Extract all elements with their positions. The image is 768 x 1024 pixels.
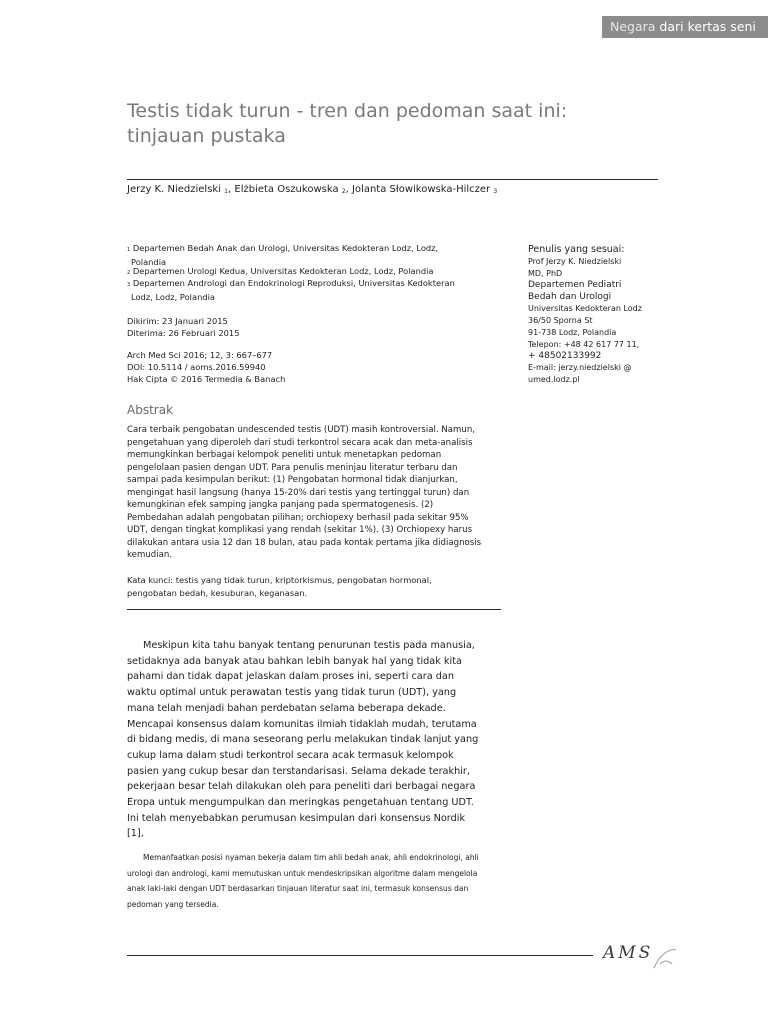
- body-line: Eropa untuk mengumpulkan dan meringkas pengetahuan tentang UDT.: [127, 797, 474, 809]
- section-tag-part2: dari kertas seni: [659, 19, 756, 34]
- body-line-text: Meskipun kita tahu banyak tentang penurunan testis pada manusia,: [143, 640, 475, 651]
- corresponding-dept: Bedah dan Urologi: [528, 292, 612, 303]
- body-line: di bidang medis, di mana seseorang perlu melakukan tindak lanjut yang: [127, 734, 479, 746]
- doi: DOI: 10.5114 / aoms.2016.59940: [127, 362, 266, 372]
- corresponding-name: Prof Jerzy K. Niedzielski: [528, 257, 622, 266]
- affiliation-text: Departemen Bedah Anak dan Urologi, Universitas Kedokteran Lodz, Lodz,: [132, 243, 439, 253]
- author-sep: ,: [345, 184, 349, 195]
- corresponding-city: 91-738 Lodz, Polandia: [528, 327, 617, 337]
- corresponding-email: E-mail: jerzy.niedzielski @: [528, 363, 632, 373]
- abstract-line: UDT, dengan tingkat komplikasi yang rendah (sekitar 1%). (3) Orchiopexy harus: [127, 525, 473, 536]
- keywords-line: pengobatan bedah, kesuburan, keganasan.: [127, 587, 308, 598]
- copyright: Hak Cipta © 2016 Termedia & Banach: [127, 374, 286, 384]
- author-affil-num: 3: [493, 188, 498, 195]
- note-line: pedoman yang tersedia.: [127, 899, 219, 909]
- author-name: Jolanta Słowikowska-Hilczer: [351, 184, 491, 195]
- body-line: [1],: [127, 828, 144, 840]
- affiliation-cont: Lodz, Lodz, Polandia: [131, 292, 215, 302]
- date-accepted: Diterima: 26 Februari 2015: [127, 328, 240, 338]
- corresponding-author: [528, 243, 658, 386]
- abstract-line: kemungkinan efek samping jangka panjang pada spermatogenesis. (2): [127, 500, 434, 511]
- keywords: [127, 574, 499, 599]
- intro-note: [127, 850, 501, 912]
- body-line: pasien yang cukup besar dan terstandarisasi. Selama dekade terakhir,: [127, 765, 470, 777]
- corresponding-phone: Telepon: +48 42 617 77 11,: [528, 339, 640, 349]
- journal-citation: Arch Med Sci 2016; 12, 3: 667–677: [127, 350, 273, 360]
- abstract-heading: Abstrak: [127, 403, 174, 417]
- affiliation-cont: Polandia: [131, 257, 167, 267]
- section-tag: [602, 16, 768, 38]
- note-line: urologi dan andrologi, kami memutuskan untuk mendeskripsikan algoritme dalam mengelola: [127, 868, 478, 878]
- logo-flourish-icon: [650, 944, 680, 974]
- affiliation-num: 2: [127, 270, 131, 276]
- abstract-line: dilakukan antara usia 12 dan 18 bulan, atau pada kontak pertama jika didiagnosis: [127, 537, 482, 548]
- corresponding-email: umed.lodz.pl: [528, 374, 580, 384]
- corresponding-street: 36/50 Sporna St: [528, 316, 593, 326]
- body-line: pahami dan tidak dapat jelaskan dalam proses ini, seperti cara dan: [127, 671, 454, 683]
- body-line: [127, 638, 501, 654]
- abstract-line: memungkinkan berbagai kelompok peneliti untuk menetapkan pedoman: [127, 450, 442, 461]
- footer-rule: [127, 955, 593, 956]
- corresponding-degree: MD, PhD: [528, 268, 563, 278]
- abstract-line: mengingat hasil langsung (hanya 15-20% dari testis yang tertinggal turun) dan: [127, 487, 470, 498]
- body-line: pekerjaan besar telah dilakukan oleh para peneliti dari berbagai negara: [127, 781, 476, 793]
- abstract-line: Cara terbaik pengobatan undescended testis (UDT) masih kontroversial. Namun,: [127, 425, 476, 435]
- affiliation-text: Departemen Urologi Kedua, Universitas Kedokteran Lodz, Lodz, Polandia: [132, 266, 434, 276]
- author-name: Elżbieta Oszukowska: [234, 184, 339, 195]
- abstract-line: Pembedahan adalah pengobatan pilihan; orchiopexy berhasil pada sekitar 95%: [127, 512, 469, 523]
- abstract-line: pengelolaan pasien dengan UDT. Para penulis meninjau literatur terbaru dan: [127, 462, 458, 473]
- affiliation-3: [127, 277, 477, 303]
- body-text: [127, 638, 501, 842]
- author-sep: ,: [228, 184, 232, 195]
- corresponding-heading: Penulis yang sesuai:: [528, 244, 625, 255]
- author-affil-num: 2: [341, 188, 346, 195]
- note-line: [127, 850, 501, 866]
- affiliation-num: 1: [127, 247, 131, 253]
- corresponding-phone2: + 48502133992: [528, 351, 602, 362]
- abstract-line: sampai pada kesimpulan berikut: (1) Pengobatan hormonal tidak dianjurkan,: [127, 475, 458, 486]
- body-line: mana telah menjadi bahan perdebatan selama beberapa dekade.: [127, 702, 446, 714]
- body-line: Ini telah menyebabkan perumusan kesimpulan dari konsensus Nordik: [127, 812, 466, 824]
- author-list: [127, 184, 497, 195]
- abstract-rule: [127, 609, 501, 610]
- submission-dates: [127, 315, 239, 339]
- note-line-text: Memanfaatkan posisi nyaman bekerja dalam tim ahli bedah anak, ahli endokrinologi, ahli: [143, 853, 479, 862]
- note-line: anak laki-laki dengan UDT berdasarkan tinjauan literatur saat ini, termasuk konsensus dan: [127, 884, 469, 893]
- abstract-line: pengetahuan yang diperoleh dari studi terkontrol secara acak dan meta-analisis: [127, 437, 473, 448]
- paper-title: Testis tidak turun - tren dan pedoman saat ini: tinjauan pustaka: [127, 100, 568, 147]
- corresponding-dept: Departemen Pediatri: [528, 280, 622, 291]
- affiliation-num: 3: [127, 282, 131, 288]
- title-rule: [127, 179, 658, 180]
- corresponding-univ: Universitas Kedokteran Lodz: [528, 304, 642, 314]
- author-name: Jerzy K. Niedzielski: [127, 184, 221, 195]
- abstract-line: kemudian.: [127, 550, 173, 561]
- journal-logo: AMS: [603, 943, 654, 963]
- section-tag-part1: Negara: [610, 19, 656, 34]
- date-submitted: Dikirim: 23 Januari 2015: [127, 316, 228, 326]
- body-line: waktu optimal untuk perawatan testis yang tidak turun (UDT), yang: [127, 687, 457, 699]
- author-affil-num: 1: [224, 188, 228, 195]
- keywords-line: Kata kunci: testis yang tidak turun, kriptorkismus, pengobatan hormonal,: [127, 575, 432, 585]
- affiliation-text: Departemen Andrologi dan Endokrinologi Reproduksi, Universitas Kedokteran: [132, 278, 455, 288]
- abstract-text: [127, 424, 499, 562]
- body-line: cukup lama dalam studi terkontrol secara acak termasuk kelompok: [127, 749, 454, 761]
- body-line: setidaknya ada banyak atau bahkan lebih banyak hal yang tidak kita: [127, 655, 462, 667]
- body-line: Mencapai konsensus dalam komunitas ilmiah tidaklah mudah, terutama: [127, 718, 477, 730]
- citation-block: [127, 349, 285, 385]
